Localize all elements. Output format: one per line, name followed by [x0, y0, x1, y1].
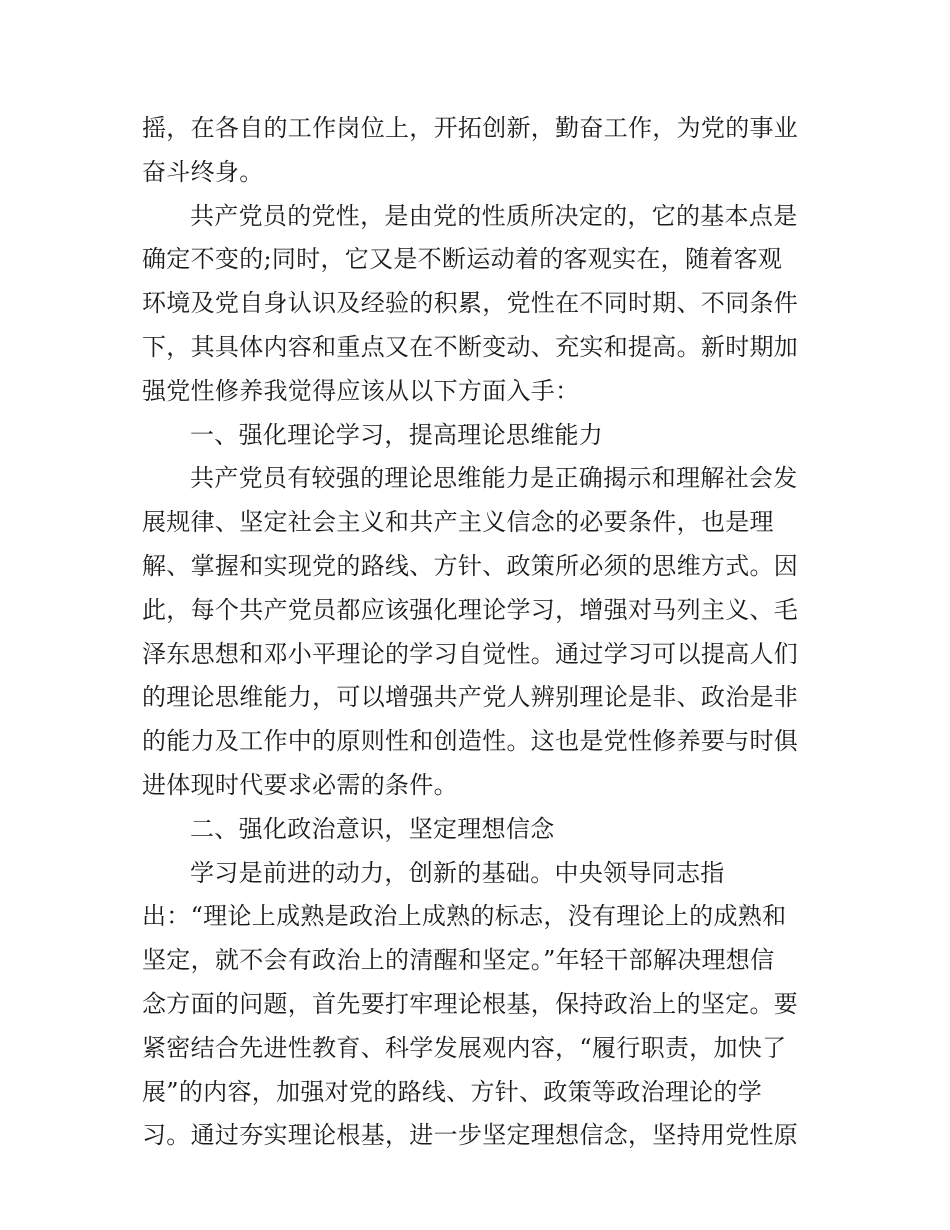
text-line: 坚定，就不会有政治上的清醒和坚定。”年轻干部解决理想信: [142, 946, 775, 975]
text-line: 奋斗终身。: [142, 157, 264, 186]
text-line: 强党性修养我觉得应该从以下方面入手：: [142, 376, 580, 405]
text-line: 习。通过夯实理论根基，进一步坚定理想信念，坚持用党性原: [142, 1121, 799, 1150]
paragraph-start-line: 共产党员有较强的理论思维能力是正确揭示和理解社会发: [190, 464, 798, 493]
section-heading-1: 一、强化理论学习，提高理论思维能力: [190, 420, 604, 449]
text-line: 确定不变的;同时，它又是不断运动着的客观实在，随着客观: [142, 245, 783, 274]
text-line: 泽东思想和邓小平理论的学习自觉性。通过学习可以提高人们: [142, 639, 799, 668]
text-line: 摇，在各自的工作岗位上，开拓创新，勤奋工作，为党的事业: [142, 114, 799, 142]
text-line: 解、掌握和实现党的路线、方针、政策所必须的思维方式。因: [142, 551, 799, 580]
paragraph-start-line: 共产党员的党性，是由党的性质所决定的，它的基本点是: [190, 201, 798, 230]
text-line: 此，每个共产党员都应该强化理论学习，增强对马列主义、毛: [142, 595, 799, 624]
text-line: 出：“理论上成熟是政治上成熟的标志，没有理论上的成熟和: [142, 902, 787, 931]
text-line: 展规律、坚定社会主义和共产主义信念的必要条件，也是理: [142, 508, 774, 537]
text-line: 念方面的问题，首先要打牢理论根基，保持政治上的坚定。要: [142, 989, 799, 1018]
text-line: 的理论思维能力，可以增强共产党人辨别理论是非、政治是非: [142, 683, 799, 712]
text-line: 环境及党自身认识及经验的积累，党性在不同时期、不同条件: [142, 289, 799, 318]
document-body: [142, 107, 822, 1158]
text-line: 展”的内容，加强对党的路线、方针、政策等政治理论的学: [142, 1077, 763, 1106]
text-line: 紧密结合先进性教育、科学发展观内容，“履行职责，加快了: [142, 1033, 787, 1062]
text-line: 下，其具体内容和重点又在不断变动、充实和提高。新时期加: [142, 332, 799, 361]
section-heading-2: 二、强化政治意识，坚定理想信念: [190, 814, 555, 843]
text-line: 进体现时代要求必需的条件。: [142, 770, 458, 799]
text-line: 的能力及工作中的原则性和创造性。这也是党性修养要与时俱: [142, 727, 799, 756]
paragraph-start-line: 学习是前进的动力，创新的基础。中央领导同志指: [190, 858, 725, 887]
